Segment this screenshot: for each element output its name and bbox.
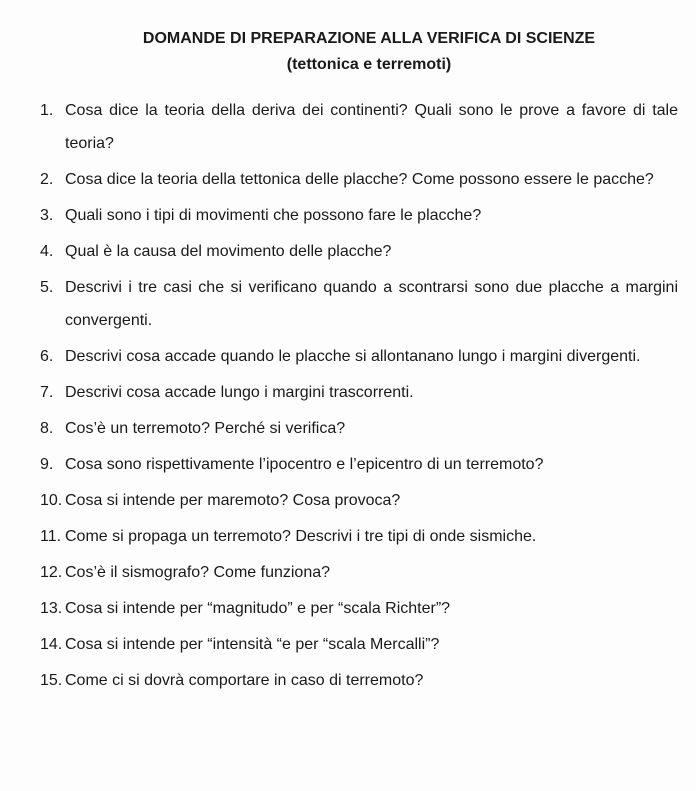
question-text: Come ci si dovrà comportare in caso di terremoto? [65, 672, 424, 689]
question-item [40, 163, 678, 196]
question-item [40, 556, 678, 589]
question-item [40, 235, 678, 268]
question-item [40, 484, 678, 517]
question-number: 12. [40, 564, 63, 581]
question-item [40, 628, 678, 661]
document-title: DOMANDE DI PREPARAZIONE ALLA VERIFICA DI SCIENZE [142, 30, 596, 47]
question-text: Quali sono i tipi di movimenti che possono fare le placche? [65, 207, 482, 224]
question-number: 13. [40, 600, 63, 617]
question-number: 5. [40, 279, 54, 296]
question-item [40, 448, 678, 481]
question-number: 2. [40, 171, 54, 188]
question-number: 14. [40, 636, 63, 653]
question-number: 11. [40, 528, 62, 545]
question-number: 10. [40, 492, 63, 509]
question-text: Cosa si intende per maremoto? Cosa provoca? [65, 492, 401, 509]
question-item [40, 520, 678, 553]
question-item [40, 94, 678, 160]
question-number: 7. [40, 384, 54, 401]
question-text: Cos’è un terremoto? Perché si verifica? [65, 420, 346, 437]
question-item [40, 340, 678, 373]
question-list [40, 94, 678, 697]
question-item [40, 199, 678, 232]
question-item [40, 664, 678, 697]
question-text: Cosa si intende per “intensità “e per “scala Mercalli”? [65, 636, 440, 653]
question-text: Cosa si intende per “magnitudo” e per “scala Richter”? [65, 600, 451, 617]
question-text: Come si propaga un terremoto? Descrivi i tre tipi di onde sismiche. [65, 528, 537, 545]
question-text: Descrivi i tre casi che si verificano quando a scontrarsi sono due placche a margini convergenti. [65, 279, 678, 329]
question-item [40, 412, 678, 445]
question-text: Descrivi cosa accade lungo i margini trascorrenti. [65, 384, 414, 401]
question-number: 4. [40, 243, 54, 260]
question-text: Qual è la causa del movimento delle placche? [65, 243, 392, 260]
question-number: 8. [40, 420, 54, 437]
question-number: 1. [40, 102, 54, 119]
question-text: Cosa sono rispettivamente l’ipocentro e l’epicentro di un terremoto? [65, 456, 544, 473]
question-number: 3. [40, 207, 54, 224]
question-text: Descrivi cosa accade quando le placche si allontanano lungo i margini divergenti. [65, 348, 641, 365]
question-number: 15. [40, 672, 63, 689]
question-item [40, 376, 678, 409]
question-text: Cosa dice la teoria della deriva dei continenti? Quali sono le prove a favore di tale teoria? [65, 102, 678, 152]
question-text: Cos’è il sismografo? Come funziona? [65, 564, 331, 581]
question-number: 6. [40, 348, 54, 365]
question-number: 9. [40, 456, 54, 473]
question-item [40, 271, 678, 337]
question-text: Cosa dice la teoria della tettonica delle placche? Come possono essere le pacche? [65, 171, 654, 188]
document-subtitle: (tettonica e terremoti) [286, 56, 452, 73]
question-item [40, 592, 678, 625]
